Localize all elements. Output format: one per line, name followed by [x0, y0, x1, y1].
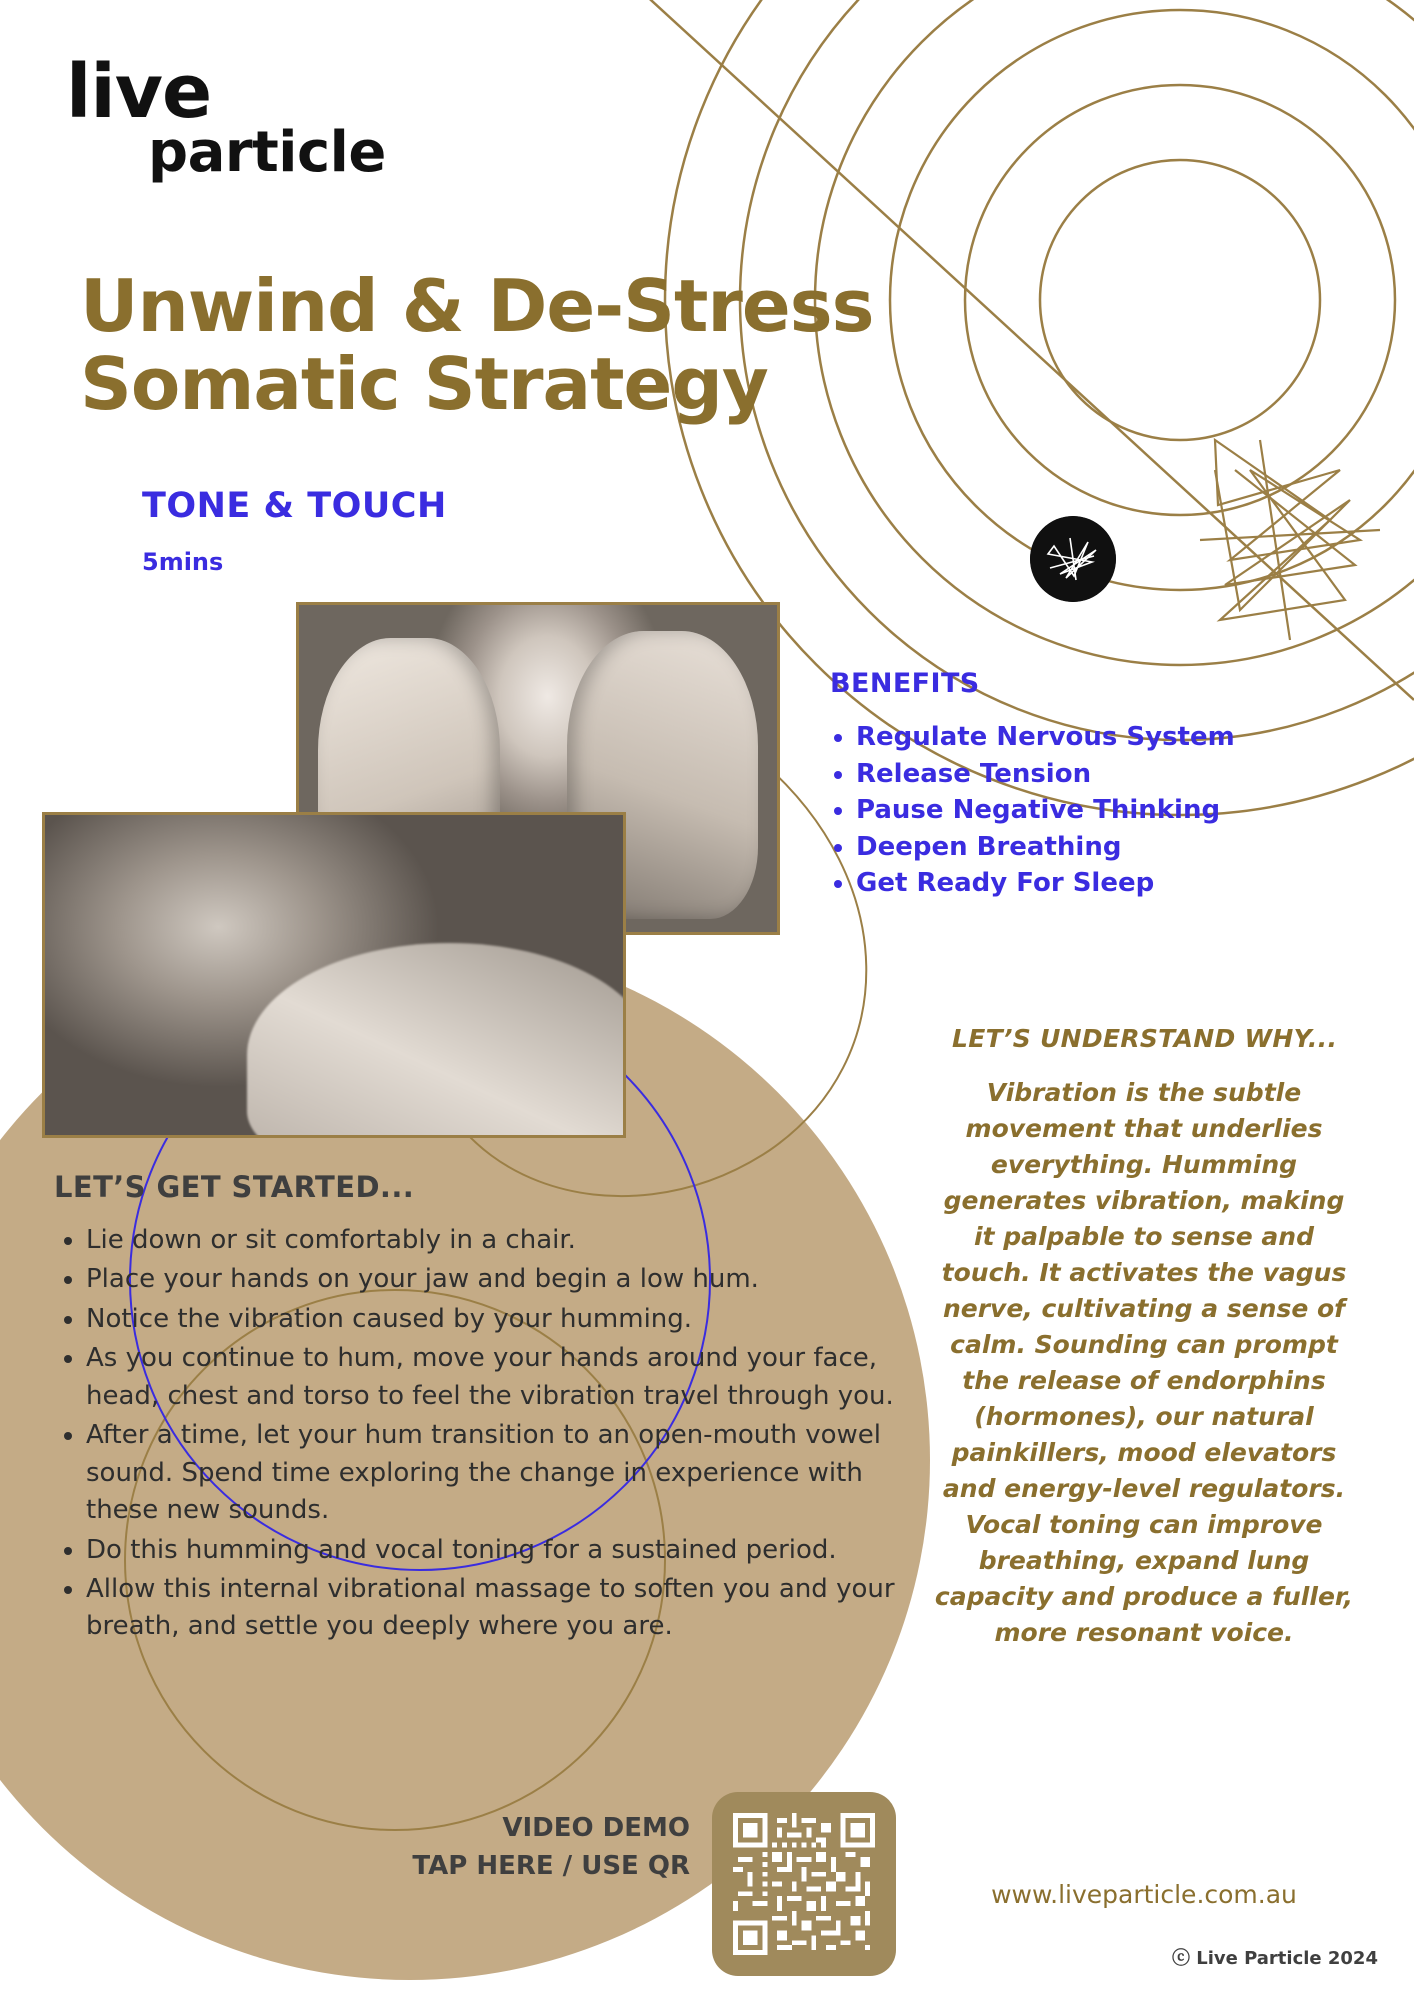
starburst-seal-icon [1030, 516, 1116, 602]
get-started-list [44, 1222, 896, 1648]
list-item: • Deepen Breathing [856, 830, 1376, 865]
list-item: • After a time, let your hum transition to an open-mouth vowel sound. Spend time exploring the change in experience with these new sounds. [86, 1417, 896, 1529]
head-bowed-shoulder-photo [42, 812, 626, 1138]
logo-line-live: live [66, 49, 212, 135]
video-demo-label[interactable] [330, 1810, 690, 1885]
page-subtitle: TONE & TOUCH [142, 486, 447, 526]
benefits-list [810, 720, 1376, 903]
list-item: • Do this humming and vocal toning for a sustained period. [86, 1532, 896, 1569]
list-item: • Notice the vibration caused by your humming. [86, 1301, 896, 1338]
page-title-line2: Somatic Strategy [80, 341, 768, 426]
qr-code[interactable] [712, 1792, 896, 1976]
qr-code-icon [733, 1813, 875, 1955]
duration-label: 5mins [142, 548, 224, 576]
list-item: • As you continue to hum, move your hands around your face, head, chest and torso to feel the vibration travel through you. [86, 1340, 896, 1415]
logo-line-particle: particle [148, 120, 386, 186]
why-body-text: Vibration is the subtle movement that underlies everything. Humming generates vibration, making it palpable to sense and touch. It activates the vagus nerve, cultivating a sense of calm. Sounding can prompt the release of endorphins (hormones), our natural painkillers, mood elevators and energy-level regulators. Vocal toning can improve breathing, expand lung capacity and produce a fuller, more resonant voice. [934, 1078, 1354, 1647]
copyright-text: ⓒ Live Particle 2024 [1171, 1948, 1378, 1969]
list-item: • Get Ready For Sleep [856, 866, 1376, 901]
list-item: • Pause Negative Thinking [856, 793, 1376, 828]
page-title [80, 264, 1040, 426]
list-item: • Lie down or sit comfortably in a chair. [86, 1222, 896, 1259]
photo-image-bottom [45, 815, 623, 1135]
video-demo-line1: VIDEO DEMO [502, 1813, 690, 1843]
list-item: • Place your hands on your jaw and begin a low hum. [86, 1261, 896, 1298]
page-title-line1: Unwind & De-Stress [80, 264, 874, 348]
video-demo-line2: TAP HERE / USE QR [412, 1850, 690, 1881]
website-link[interactable]: www.liveparticle.com.au [991, 1880, 1297, 1909]
why-heading: LET’S UNDERSTAND WHY... [952, 1024, 1338, 1053]
list-item: • Regulate Nervous System [856, 720, 1376, 755]
list-item: • Release Tension [856, 757, 1376, 792]
list-item: • Allow this internal vibrational massage to soften you and your breath, and settle you deeply where you are. [86, 1571, 896, 1646]
benefits-heading: BENEFITS [830, 668, 980, 699]
get-started-heading: LET’S GET STARTED... [54, 1170, 415, 1204]
brand-logo [66, 49, 426, 198]
